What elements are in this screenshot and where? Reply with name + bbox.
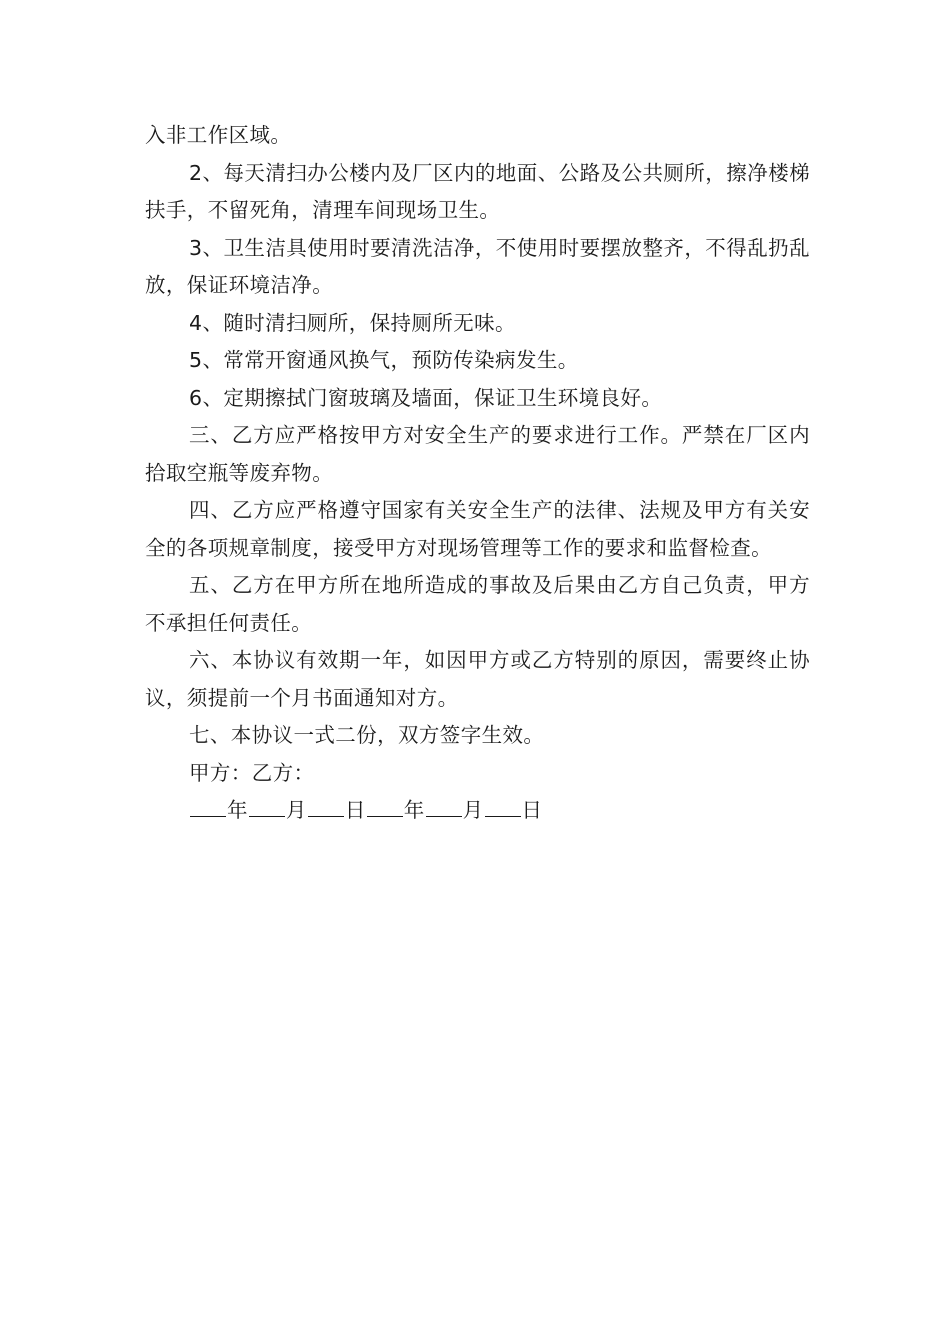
label-year-1: 年: [227, 798, 248, 822]
paragraph-item-5: 5、常常开窗通风换气，预防传染病发生。: [189, 348, 579, 372]
paragraph-item-3: 3、卫生洁具使用时要清洗洁净，不使用时要摆放整齐，不得乱扔乱放，保证环境洁净。: [145, 235, 810, 297]
clause-six: 六、本协议有效期一年，如因甲方或乙方特别的原因，需要终止协议，须提前一个月书面通知对方。: [145, 648, 810, 710]
label-day-2: 日: [521, 798, 543, 822]
clause-three: 三、乙方应严格按甲方对安全生产的要求进行工作。严禁在厂区内拾取空瓶等废弃物。: [145, 423, 810, 485]
clause-five: 五、乙方在甲方所在地所造成的事故及后果由乙方自己负责，甲方不承担任何责任。: [145, 573, 810, 635]
label-month-2: 月: [462, 798, 484, 822]
paragraph-item-6: 6、定期擦拭门窗玻璃及墙面，保证卫生环境良好。: [189, 385, 663, 410]
blank-month-1[interactable]: [249, 795, 285, 817]
blank-year-1[interactable]: [190, 795, 226, 817]
blank-year-2[interactable]: [367, 795, 403, 817]
paragraph-item-2: 2、每天清扫办公楼内及厂区内的地面、公路及公共厕所，擦净楼梯扶手，不留死角，清理车间现场卫生。: [145, 160, 810, 222]
blank-day-1[interactable]: [308, 795, 344, 817]
clause-four: 四、乙方应严格遵守国家有关安全生产的法律、法规及甲方有关安全的各项规章制度，接受甲方对现场管理等工作的要求和监督检查。: [145, 498, 810, 560]
label-year-2: 年: [403, 798, 425, 822]
label-day-1: 日: [344, 798, 366, 822]
paragraph-item-4: 4、随时清扫厕所，保持厕所无味。: [189, 310, 516, 335]
paragraph-continuation: 入非工作区域。: [145, 123, 292, 147]
document-body: [145, 117, 810, 830]
blank-day-2[interactable]: [485, 795, 521, 817]
signature-parties: 甲方：乙方：: [189, 760, 315, 785]
clause-seven: 七、本协议一式二份，双方签字生效。: [189, 723, 545, 747]
date-line: [145, 792, 810, 830]
blank-month-2[interactable]: [426, 795, 462, 817]
label-month-1: 月: [285, 798, 307, 822]
